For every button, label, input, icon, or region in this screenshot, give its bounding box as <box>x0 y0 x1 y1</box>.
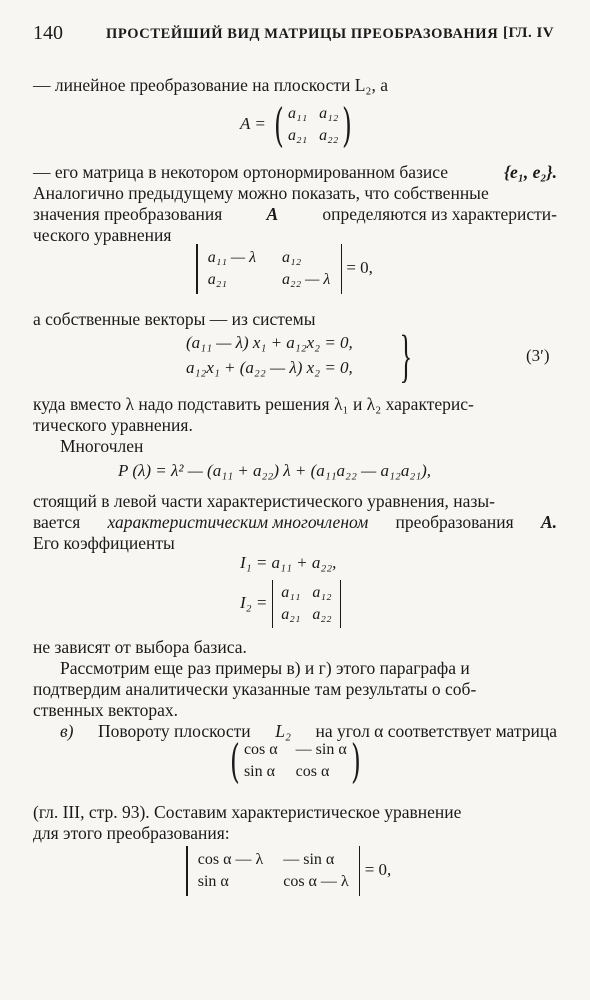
text-line: Рассмотрим еще раз примеры в) и г) этого параграфа и <box>60 658 470 678</box>
formula-char-polynomial: P (λ) = λ² — (a₁₁ + a₂₂) λ + (a₁₁a₂₂ — a₁₂a₂₁), <box>118 461 432 480</box>
text-line: значения преобразования A определяются из характеристи- <box>33 204 557 224</box>
text-line: вается характеристическим многочленом преобразования A. <box>33 512 557 532</box>
page-number: 140 <box>33 22 63 44</box>
text-line: тического уравнения. <box>33 415 193 435</box>
formula-matrix-A: A = ( a₁₁ a₁₂ a₂₁ a₂₂ ) <box>240 98 353 152</box>
formula-char-det: a₁₁ — λ a₁₂ a₂₁ a₂₂ — λ = 0, <box>196 244 373 294</box>
text-line: Многочлен <box>60 436 144 456</box>
system-brace: } <box>399 323 413 388</box>
text-line: ческого уравнения <box>33 225 172 245</box>
formula-rotation-det: cos α — λ — sin α sin α cos α — λ = 0, <box>186 846 391 896</box>
chapter-label: [ГЛ. IV <box>503 25 555 41</box>
page-header <box>0 22 590 46</box>
equation-number: (3′) <box>526 346 550 365</box>
text-line: не зависят от выбора базиса. <box>33 637 247 657</box>
text-line: (гл. III, стр. 93). Составим характеристическое уравнение <box>33 802 462 822</box>
formula-system-line-2: a₁₂x₁ + (a₂₂ — λ) x₂ = 0, <box>186 358 353 377</box>
text-line: Аналогично предыдущему можно показать, что собственные <box>33 183 489 203</box>
running-title: ПРОСТЕЙШИЙ ВИД МАТРИЦЫ ПРЕОБРАЗОВАНИЯ <box>106 26 499 42</box>
text-line: куда вместо λ надо подставить решения λ₁ и λ₂ характерис- <box>33 394 474 414</box>
text-line: — линейное преобразование на плоскости L₂, а <box>33 75 389 95</box>
formula-rotation-matrix: ( cos α — sin α sin α cos α ) <box>230 734 361 788</box>
text-line: Его коэффициенты <box>33 533 175 553</box>
formula-system-line-1: (a₁₁ — λ) x₁ + a₁₂x₂ = 0, <box>186 333 353 352</box>
text-line: в) Повороту плоскости L₂ на угол α соответствует матрица <box>60 721 557 741</box>
text-line: стоящий в левой части характеристического уравнения, назы- <box>33 491 495 511</box>
formula-invariant-I1: I₁ = a₁₁ + a₂₂, <box>240 553 337 572</box>
text-line: для этого преобразования: <box>33 823 230 843</box>
formula-invariant-I2: I₂ = a₁₁ a₁₂ a₂₁ a₂₂ <box>240 580 341 628</box>
text-line: подтвердим аналитически указанные там результаты о соб- <box>33 679 477 699</box>
text-line: — его матрица в некотором ортонормированном базисе {e₁, e₂}. <box>33 162 557 182</box>
text-line: а собственные векторы — из системы <box>33 309 316 329</box>
text-line: ственных векторах. <box>33 700 178 720</box>
